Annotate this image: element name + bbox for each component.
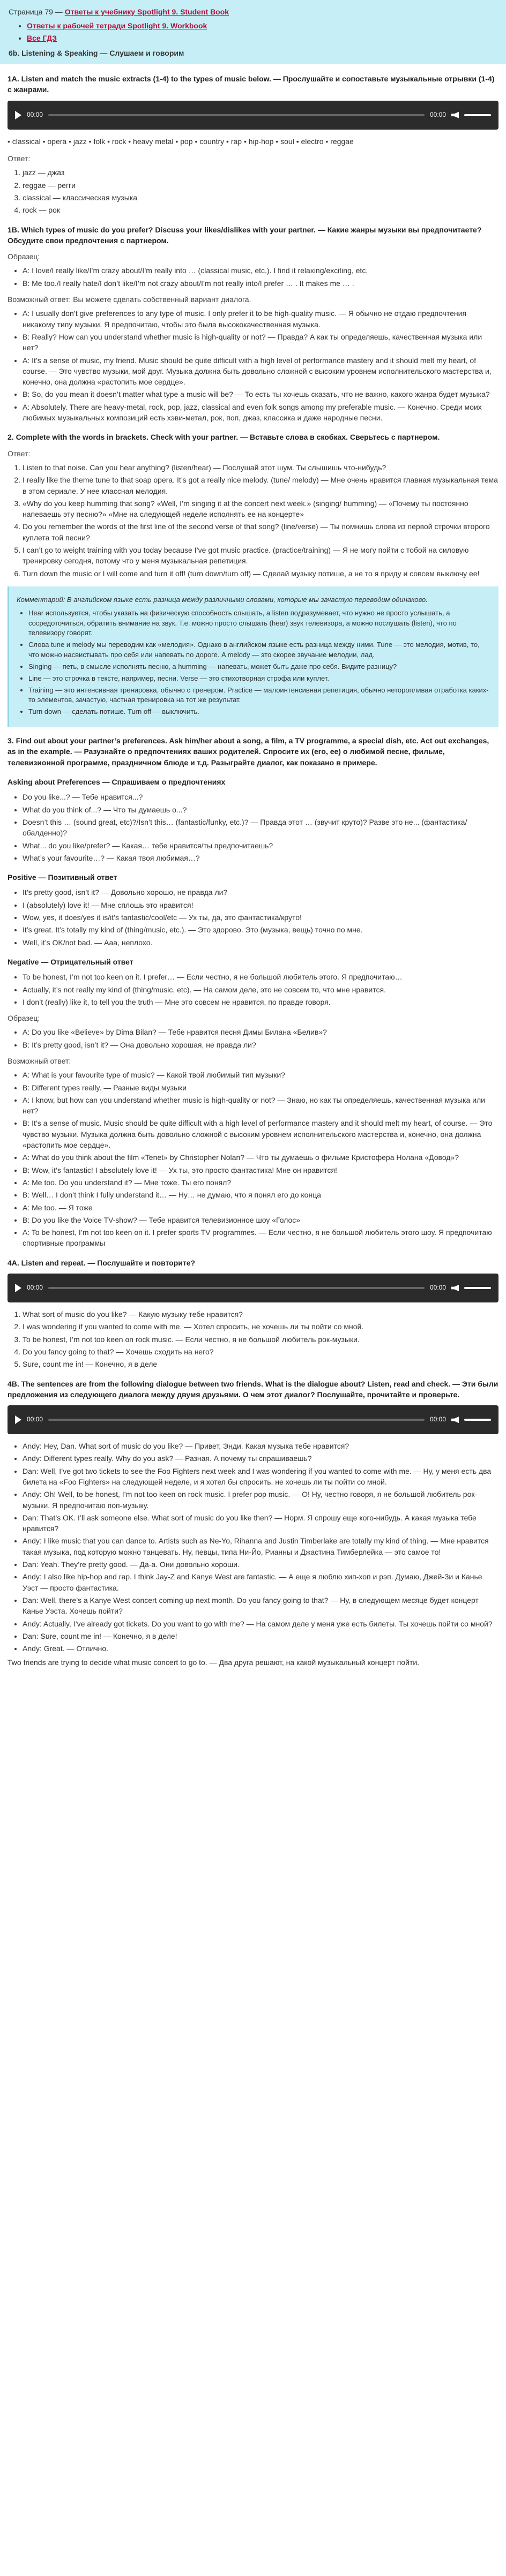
list-item: • B: So, do you mean it doesn’t matter what type a music will be? — То есть ты хочешь сказать, что не важно, какого жанра будет музыка? — [23, 389, 498, 400]
time-current: 00:00 — [27, 1284, 43, 1292]
task-2-heading: 2. Complete with the words in brackets. Check with your partner. — Вставьте слова в скобках. Сверьтесь с партнером. — [8, 433, 440, 442]
list-item: • Dan: Well, there’s a Kanye West concert coming up next month. Do you fancy going to that? — Ну, в следующем месяце будет концерт Канье Уэста. Хочешь пойти? — [23, 1595, 498, 1617]
volume-slider[interactable] — [464, 1287, 491, 1289]
answer-label: Ответ: — [8, 154, 31, 163]
list-item: 1. What sort of music do you like? — Какую музыку тебе нравится? — [23, 1309, 498, 1320]
list-item: • What... do you like/prefer? — Какая… тебе нравится/ты предпочитаешь? — [23, 840, 498, 851]
audio-player-4a[interactable] — [8, 1274, 498, 1302]
time-current: 00:00 — [27, 111, 43, 119]
list-item: 4. Do you remember the words of the first line of the second verse of that song? (line/verse) — Ты помнишь слова из первой строчки второго куплета той песни? — [23, 521, 498, 543]
task-3-heading: 3. Find out about your partner’s preferences. Ask him/her about a song, a film, a TV programme, a special dish, etc. Act out exchanges, as in the example. — Разузнайте о предпочтениях ваших родителей. Спросите их (его, ее) о любимой песне, фильме, телевизионной программе, праздничном блюде и т.д. Разыграйте диалог, как показано в примере. — [8, 736, 489, 767]
list-item: • Line — это строчка в тексте, например, песни. Verse — это стихотворная строфа или куплет. — [28, 674, 491, 684]
play-icon[interactable] — [15, 111, 21, 119]
dialogue-4b — [8, 1441, 498, 1654]
list-item: 3. «Why do you keep humming that song? «Well, I’m singing it at the concert next week.» (singing/ humming) — «Почему ты постоянно напеваешь эту песню?» «Мне на следующей неделе исполнять ее на концерте» — [23, 498, 498, 520]
volume-icon[interactable] — [451, 1285, 459, 1291]
comment-intro: Комментарий: В английском языке есть разница между различными словами, которые мы зачастую переводим одинаково. — [17, 595, 428, 604]
list-item: • I (absolutely) love it! — Мне сплошь это нравится! — [23, 900, 498, 910]
list-item: • B: It’s pretty good, isn’t it? — Она довольно хорошая, не правда ли? — [23, 1040, 498, 1050]
list-item: • A: To be honest, I’m not too keen on it. I prefer sports TV programmes. — Если честно, я не большой любитель этого шоу. Я предпочитаю спортивные программы — [23, 1227, 498, 1249]
list-item: • Singing — петь, в смысле исполнять песню, a humming — напевать, может быть даже про себя. Видите разницу? — [28, 662, 491, 672]
list-item: 3. To be honest, I’m not too keen on rock music. — Если честно, я не большой любитель рок-музыки. — [23, 1334, 498, 1345]
possible-answer-label: Возможный ответ: Вы можете сделать собственный вариант диалога. — [8, 295, 251, 304]
list-item: • Wow, yes, it does/yes it is/it’s fantastic/cool/etc — Ух ты, да, это фантастика/круто! — [23, 912, 498, 923]
list-item: • Doesn’t this … (sound great, etc)?/Isn’t this… (fantastic/funky, etc.)? — Правда этот … (звучит круто)? Разве это не... (фантастика/обалденно)? — [23, 817, 498, 839]
list-item: • I don’t (really) like it, to tell you the truth — Мне это совсем не нравится, по правде говоря. — [23, 997, 498, 1007]
list-item: • It’s great. It’s totally my kind of (thing/music, etc.). — Это здорово. Это (музыка, вещь) точно по мне. — [23, 924, 498, 935]
positive-list — [8, 887, 498, 947]
list-4a — [8, 1309, 498, 1369]
list-item: • B: Really? How can you understand whether music is high-quality or not? — Правда? А как ты определяешь, качественная музыка или нет? — [23, 332, 498, 353]
list-item: • B: It’s a sense of music. Music should be quite difficult with a high level of performance mastery and it should melt my heart, of course. — Это чувство музыки. Музыка должна быть довольно сложной с высоким уровнем исполнительского мастерства и, конечно, она должна «растопить мое сердце». — [23, 1118, 498, 1150]
list-item: • A: What do you think about the film «Tenet» by Christopher Nolan? — Что ты думаешь о фильме Кристофера Нолана «Довод»? — [23, 1152, 498, 1163]
list-item: • To be honest, I’m not too keen on it. I prefer… — Если честно, я не большой любитель этого. Я предпочитаю… — [23, 971, 498, 982]
list-item: • B: Wow, it’s fantastic! I absolutely love it! — Ух ты, это просто фантастика! Мне он нравится! — [23, 1165, 498, 1176]
answer-label: Ответ: — [8, 449, 31, 458]
genres-list: • classical • opera • jazz • folk • rock • heavy metal • pop • country • rap • hip-hop • soul • electro • reggae — [8, 137, 354, 146]
answers-1a — [8, 167, 498, 215]
list-item: • Well, it’s OK/not bad. — Ааа, неплохо. — [23, 937, 498, 948]
breadcrumb-link-student-book[interactable]: Ответы к учебнику Spotlight 9. Student Book — [64, 7, 229, 16]
task-1b-heading: 1B. Which types of music do you prefer? Discuss your likes/dislikes with your partner. — Какие жанры музыки вы предпочитаете? Обсудите свои предпочтения с партнером. — [8, 225, 482, 245]
list-item: 1. Listen to that noise. Can you hear anything? (listen/hear) — Послушай этот шум. Ты слышишь что-нибудь? — [23, 462, 498, 473]
dialogue-3 — [8, 1069, 498, 1248]
list-item: • A: What is your favourite type of music? — Какой твой любимый тип музыки? — [23, 1069, 498, 1080]
list-item: • A: I love/I really like/I’m crazy about/I’m really into … (classical music, etc.). I find it relaxing/exciting, etc. — [23, 265, 498, 276]
sample-3 — [8, 1027, 498, 1050]
list-item: • A: Absolutely. There are heavy-metal, rock, pop, jazz, classical and even folk songs among my preferable music. — Конечно. Среди моих любимых музыкальных композиций есть хэви-метал, рок, поп, джаз, классика и даже народные песни. — [23, 402, 498, 424]
list-item: • Andy: Oh! Well, to be honest, I’m not too keen on rock music. I prefer pop music. — О! Ну, честно говоря, я не большой любитель рок-музыки. Я предпочитаю поп-музыку. — [23, 1489, 498, 1511]
list-item: • A: Me too. Do you understand it? — Мне тоже. Ты его понял? — [23, 1177, 498, 1188]
asking-list — [8, 792, 498, 863]
sample-1b — [8, 265, 498, 289]
list-item: 4. Do you fancy going to that? — Хочешь сходить на него? — [23, 1346, 498, 1357]
list-item: • Dan: Well, I’ve got two tickets to see the Foo Fighters next week and I was wondering if you wanted to come with me. — Ну, у меня есть два билета на «Foo Fighters» на следующей неделе, и я хотел бы спросить, не хочешь ли ты пойти со мной. — [23, 1466, 498, 1488]
answers-2 — [8, 462, 498, 579]
list-item: 5. I can’t go to weight training with you today because I’ve got music practice. (practice/training) — Я не могу пойти с тобой на силовую тренировку сегодня, потому что у меня музыкальная репетиция. — [23, 545, 498, 567]
list-item: • Turn down — сделать потише. Turn off — выключить. — [28, 707, 491, 717]
progress-bar[interactable] — [48, 1287, 425, 1289]
audio-player-1a[interactable] — [8, 101, 498, 130]
progress-bar[interactable] — [48, 1419, 425, 1421]
list-item: • Andy: Different types really. Why do you ask? — Разная. А почему ты спрашиваешь? — [23, 1453, 498, 1464]
task-4b-heading: 4B. The sentences are from the following dialogue between two friends. What is the dialogue about? Listen, read and check. — Эти были предложения из следующего диалога между двумя друзьями. О чем этот диалог? Послушайте, прочитайте и проверьте. — [8, 1379, 498, 1399]
list-item: 1. jazz — джаз — [23, 167, 498, 178]
list-item: • Actually, it’s not really my kind of (thing/music, etc). — На самом деле, это не совсем то, что мне нравится. — [23, 984, 498, 995]
list-item: 2. I really like the theme tune to that soap opera. It’s got a really nice melody. (tune/ melody) — Мне очень нравится главная музыкальная тема в этом сериале. У нее классная мелодия. — [23, 474, 498, 496]
list-item: • A: It’s a sense of music, my friend. Music should be quite difficult with a high level of performance mastery and it should melt my heart, of course. — Это чувство музыки, мой друг. Музыка должна быть довольно сложной с высоким уровнем исполнительского мастерства и, конечно, она должна «растопить мое сердце». — [23, 355, 498, 388]
section-title: 6b. Listening & Speaking — Слушаем и говорим — [9, 48, 184, 57]
list-item: 5. Sure, count me in! — Конечно, я в деле — [23, 1359, 498, 1369]
list-item: • Hear используется, чтобы указать на физическую способность слышать, a listen подразумевает, что нужно не просто услышать, а сосредоточиться, обратить внимание на звук. Т.е. можно просто слышать (hear) звук телевизора, а можно послушать (listen), что по телевизору говорят. — [28, 608, 491, 639]
link-all-gdz[interactable]: Все ГДЗ — [27, 33, 57, 42]
list-item: • Andy: I like music that you can dance to. Artists such as Ne-Yo, Rihanna and Justin Timberlake are totally my kind of thing. — Мне нравится такая музыка, под которую можно танцевать. Ну, певцы, типа Ни-Йо, Рианны и Джастина Тимберлейка — это самое то! — [23, 1535, 498, 1557]
list-item: 2. reggae — регги — [23, 180, 498, 191]
possible-answer-label: Возможный ответ: — [8, 1056, 71, 1065]
positive-heading: Positive — Позитивный ответ — [8, 873, 117, 882]
negative-list — [8, 971, 498, 1007]
volume-icon[interactable] — [451, 1417, 459, 1423]
list-item: 4. rock — рок — [23, 205, 498, 215]
list-item: • Dan: That’s OK. I’ll ask someone else. What sort of music do you like then? — Норм. Я спрошу еще кого-нибудь. А какая музыка тебе нравится? — [23, 1512, 498, 1534]
volume-slider[interactable] — [464, 114, 491, 116]
list-item: 3. classical — классическая музыка — [23, 192, 498, 203]
link-workbook[interactable]: Ответы к рабочей тетради Spotlight 9. Workbook — [27, 21, 207, 31]
list-item: • A: I know, but how can you understand whether music is high-quality or not? — Знаю, но как ты определяешь, качественная музыка или нет? — [23, 1095, 498, 1117]
list-item: • Andy: I also like hip-hop and rap. I think Jay-Z and Kanye West are fantastic. — А еще я люблю хип-хоп и рэп. Думаю, Джей-Зи и Канье Уэст — просто фантастика. — [23, 1571, 498, 1593]
volume-icon[interactable] — [451, 112, 459, 118]
list-item: • Training — это интенсивная тренировка, обычно с тренером. Practice — малоинтенсивная репетиция, обычно неторопливая отработка каких-то элементов, зачастую, частная тренировка на тот же результат. — [28, 686, 491, 706]
play-icon[interactable] — [15, 1284, 21, 1292]
comment-box — [8, 586, 498, 727]
negative-heading: Negative — Отрицательный ответ — [8, 957, 133, 966]
list-item: • B: Different types really. — Разные виды музыки — [23, 1082, 498, 1093]
dialogue-1b — [8, 308, 498, 423]
list-item: • What’s your favourite…? — Какая твоя любимая…? — [23, 853, 498, 863]
page-header — [0, 0, 506, 64]
time-current: 00:00 — [27, 1415, 43, 1423]
list-item: • A: Do you like «Believe» by Dima Bilan? — Тебе нравится песня Димы Билана «Белив»? — [23, 1027, 498, 1037]
related-links — [18, 20, 497, 43]
list-item: • Dan: Sure, count me in! — Конечно, я в деле! — [23, 1631, 498, 1641]
list-item: 6. Turn down the music or I will come and turn it off! (turn down/turn off) — Сделай музыку потише, а не то я приду и совсем выключу ее! — [23, 568, 498, 579]
list-item: • Andy: Great. — Отлично. — [23, 1643, 498, 1654]
sample-label: Образец: — [8, 252, 40, 261]
audio-player-4b[interactable] — [8, 1405, 498, 1434]
list-item: • B: Do you like the Voice TV-show? — Тебе нравится телевизионное шоу «Голос» — [23, 1215, 498, 1225]
time-total: 00:00 — [429, 1415, 446, 1423]
progress-bar[interactable] — [48, 114, 425, 116]
list-item: • Dan: Yeah. They’re pretty good. — Да-а. Они довольно хороши. — [23, 1559, 498, 1570]
sample-label: Образец: — [8, 1014, 40, 1023]
list-item: • A: Me too. — Я тоже — [23, 1202, 498, 1213]
summary-4b: Two friends are trying to decide what music concert to go to. — Два друга решают, на какой музыкальный концерт пойти. — [8, 1658, 420, 1667]
list-item: 2. I was wondering if you wanted to come with me. — Хотел спросить, не хочешь ли ты пойти со мной. — [23, 1321, 498, 1332]
list-item: • Слова tune и melody мы переводим как «мелодия». Однако в английском языке есть разница между ними. Tune — это мелодия, мотив, то, что можно насвистывать про себя или напевать по дороге. A melody — это скорее звучание мелодии, лад. — [28, 640, 491, 660]
task-1a-heading: 1A. Listen and match the music extracts (1-4) to the types of music below. — Прослушайте и сопоставьте музыкальные отрывки (1-4) с жанрами. — [8, 74, 495, 94]
list-item: • Andy: Hey, Dan. What sort of music do you like? — Привет, Энди. Какая музыка тебе нравится? — [23, 1441, 498, 1451]
comment-list — [17, 608, 491, 717]
page-label: Страница 79 — — [9, 7, 63, 16]
list-item: • It’s pretty good, isn’t it? — Довольно хорошо, не правда ли? — [23, 887, 498, 898]
play-icon[interactable] — [15, 1415, 21, 1424]
time-total: 00:00 — [429, 111, 446, 119]
time-total: 00:00 — [429, 1284, 446, 1292]
list-item: • Do you like...? — Тебе нравится...? — [23, 792, 498, 802]
list-item: • Andy: Actually, I’ve already got tickets. Do you want to go with me? — На самом деле у меня уже есть билеты. Ты хочешь пойти со мной? — [23, 1618, 498, 1629]
list-item: • A: I usually don’t give preferences to any type of music. I only prefer it to be high-quality music. — Я обычно не отдаю предпочтения никакому типу музыки. Я предпочитаю, чтобы это была высококачественная музыка. — [23, 308, 498, 330]
volume-slider[interactable] — [464, 1419, 491, 1421]
breadcrumb — [9, 6, 497, 17]
task-4a-heading: 4A. Listen and repeat. — Послушайте и повторите? — [8, 1258, 196, 1267]
list-item: • What do you think of...? — Что ты думаешь о...? — [23, 804, 498, 815]
asking-heading: Asking about Preferences — Спрашиваем о предпочтениях — [8, 778, 226, 787]
list-item: • B: Me too./I really hate/I don’t like/I’m not crazy about/I’m not really into/I prefer … . It makes me … . — [23, 278, 498, 289]
list-item: • B: Well… I don’t think I fully understand it… — Ну… не думаю, что я понял его до конца — [23, 1189, 498, 1200]
